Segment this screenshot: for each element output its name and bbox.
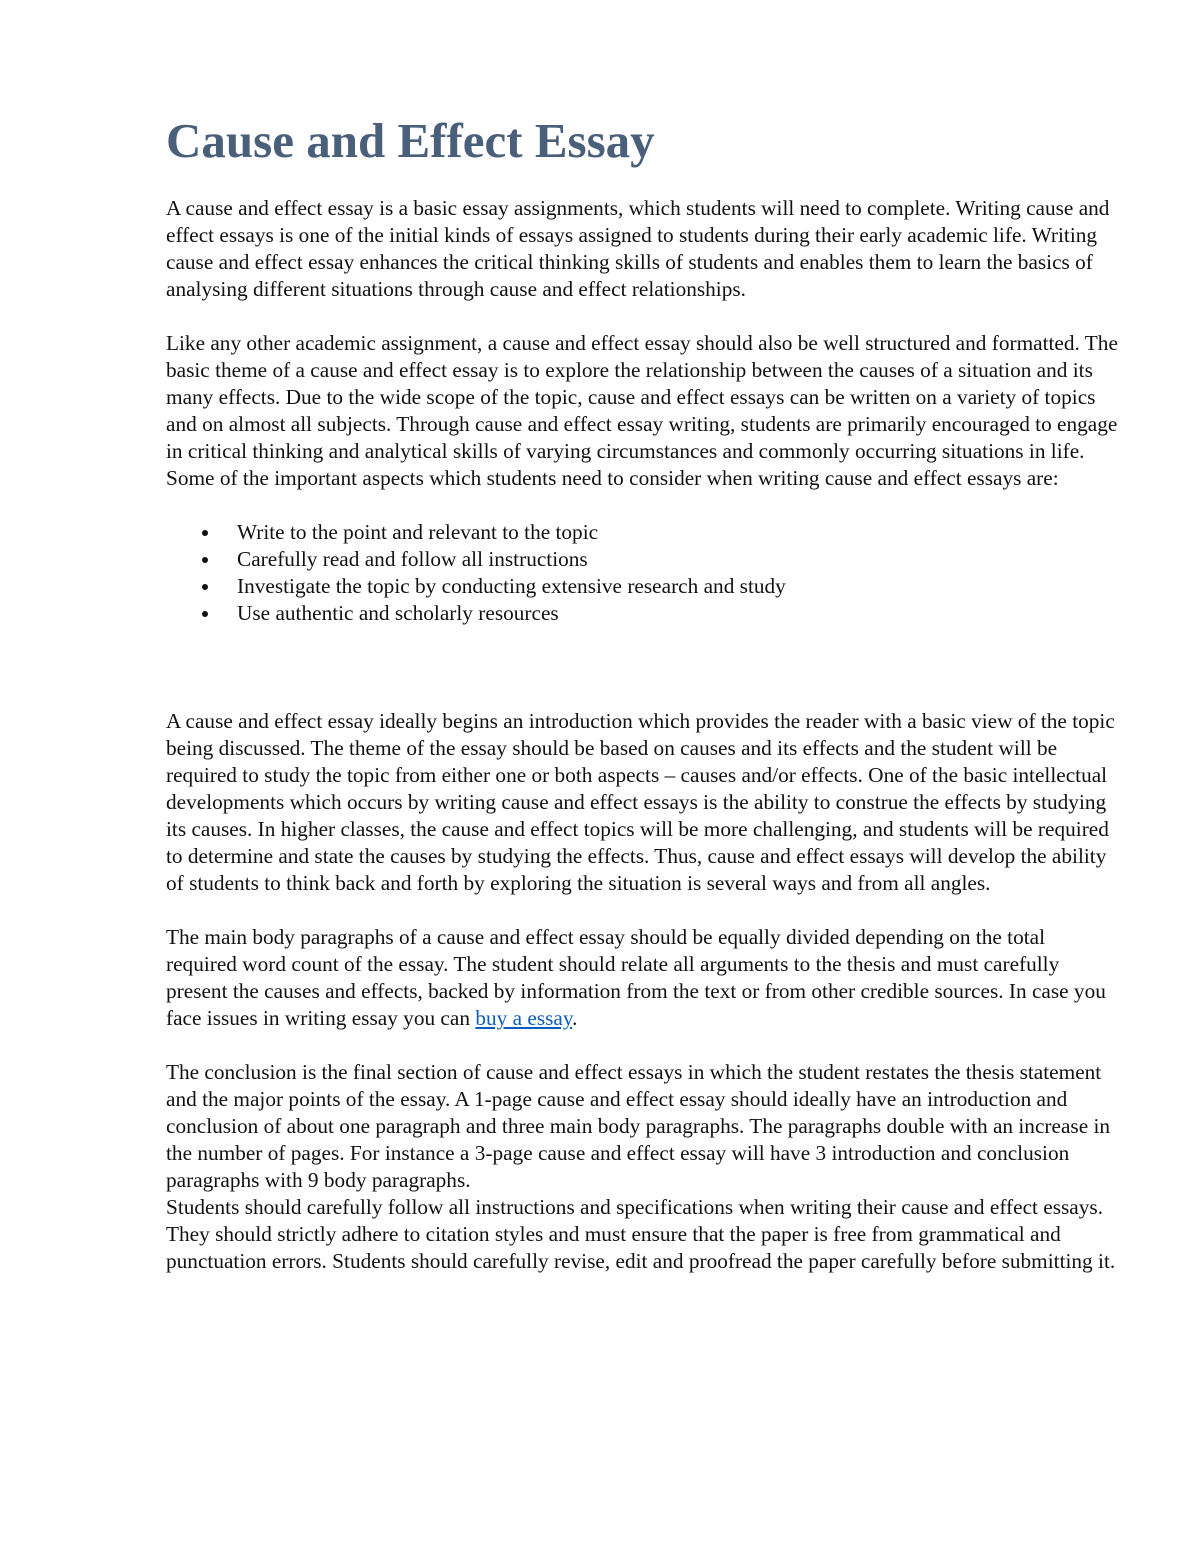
paragraph-spacer: [166, 1032, 1121, 1059]
paragraph-structure: Like any other academic assignment, a cause and effect essay should also be well structured and formatted. The basic theme of a cause and effect essay is to explore the relationship between the causes of a situation and its many effects. Due to the wide scope of the topic, cause and effect essays can be written on a variety of topics and on almost all subjects. Through cause and effect essay writing, students are primarily encouraged to engage in critical thinking and analytical skills of varying circumstances and commonly occurring situations in life.: [166, 331, 1118, 463]
list-item: Write to the point and relevant to the topic: [237, 519, 1121, 546]
paragraph-spacer: [166, 492, 1121, 519]
section-spacer: [166, 627, 1121, 708]
aspects-list: [166, 519, 1121, 627]
list-item: Investigate the topic by conducting extensive research and study: [237, 573, 1121, 600]
paragraph-body-text: The main body paragraphs of a cause and effect essay should be equally divided depending on the total required word count of the essay. The student should relate all arguments to the thesis and must carefully present the causes and effects, backed by information from the text or from other credible sources. In case you face issues in writing essay you can: [166, 925, 1106, 1030]
paragraph-final: Students should carefully follow all instructions and specifications when writing their cause and effect essays. They should strictly adhere to citation styles and must ensure that the paper is free from grammatical and punctuation errors. Students should carefully revise, edit and proofread the paper carefully before submitting it.: [166, 1195, 1116, 1273]
paragraph-introduction-section: A cause and effect essay ideally begins an introduction which provides the reader with a basic view of the topic being discussed. The theme of the essay should be based on causes and its effects and the student will be required to study the topic from either one or both aspects – causes and/or effects. One of the basic intellectual developments which occurs by writing cause and effect essays is the ability to construe the effects by studying its causes. In higher classes, the cause and effect topics will be more challenging, and students will be required to determine and state the causes by studying the effects. Thus, cause and effect essays will develop the ability of students to think back and forth by exploring the situation is several ways and from all angles.: [166, 709, 1115, 895]
document-body: [166, 112, 1121, 1275]
paragraph-body-end: .: [572, 1006, 578, 1030]
paragraph-aspects-intro: Some of the important aspects which students need to consider when writing cause and effect essays are:: [166, 466, 1059, 490]
paragraph-spacer: [166, 897, 1121, 924]
list-item: Carefully read and follow all instructions: [237, 546, 1121, 573]
paragraph-body-section: [166, 924, 1121, 1032]
paragraph-intro: A cause and effect essay is a basic essay assignments, which students will need to complete. Writing cause and effect essays is one of the initial kinds of essays assigned to students during their early academic life. Writing cause and effect essay enhances the critical thinking skills of students and enables them to learn the basics of analysing different situations through cause and effect relationships.: [166, 196, 1110, 301]
paragraph-conclusion-section: The conclusion is the final section of cause and effect essays in which the student restates the thesis statement and the major points of the essay. A 1-page cause and effect essay should ideally have an introduction and conclusion of about one paragraph and three main body paragraphs. The paragraphs double with an increase in the number of pages. For instance a 3-page cause and effect essay will have 3 introduction and conclusion paragraphs with 9 body paragraphs.: [166, 1060, 1111, 1192]
document-title: Cause and Effect Essay: [166, 113, 655, 168]
paragraph-spacer: [166, 303, 1121, 330]
list-item: Use authentic and scholarly resources: [237, 600, 1121, 627]
buy-essay-link[interactable]: buy a essay: [475, 1006, 573, 1030]
